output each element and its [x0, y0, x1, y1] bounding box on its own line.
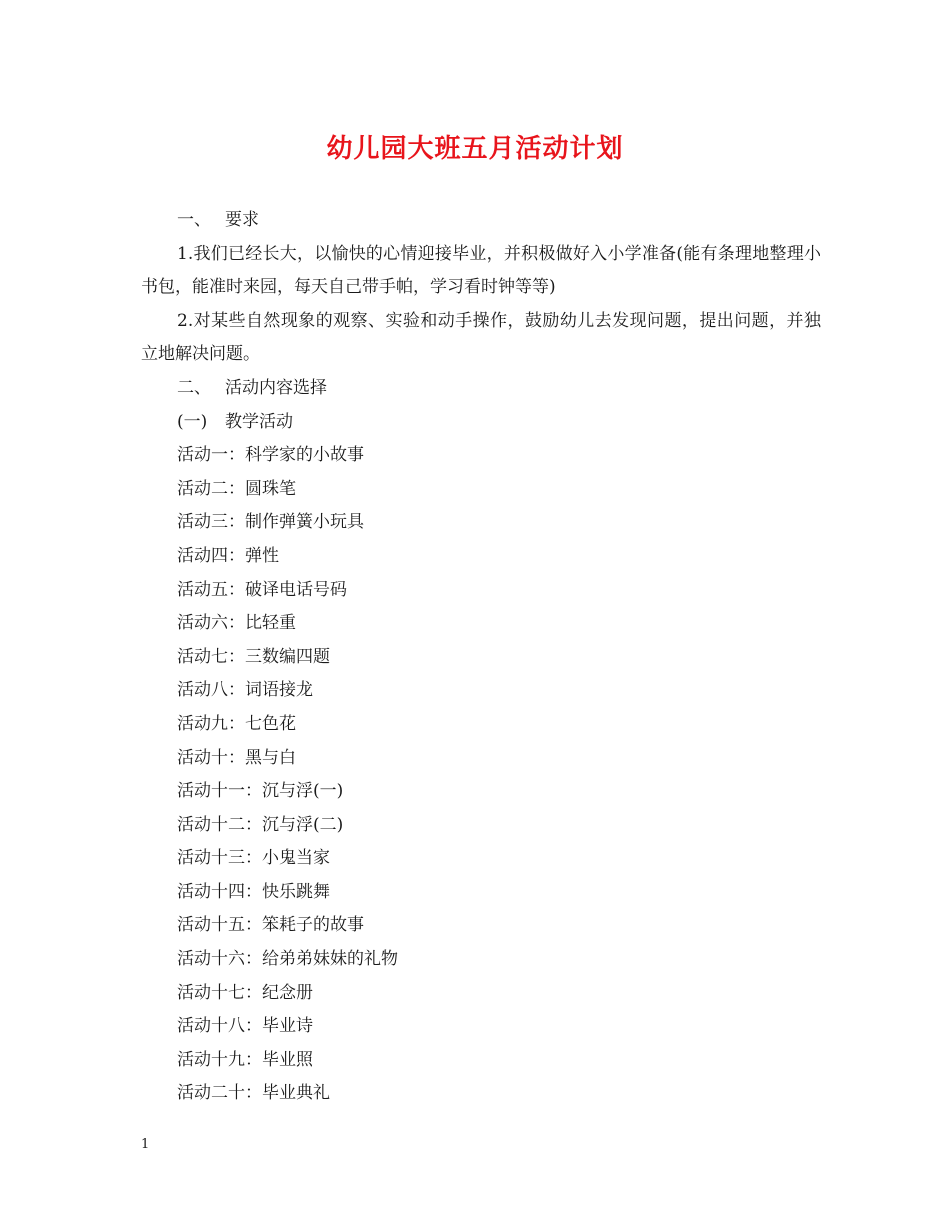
activity-item: 活动一：科学家的小故事: [177, 445, 364, 466]
section-number: 一、: [177, 210, 211, 230]
section-heading-text: 要求: [225, 210, 259, 230]
section-heading-activities: [141, 372, 821, 406]
activity-item: 活动十七：纪念册: [177, 982, 313, 1003]
activity-item: 活动十三：小鬼当家: [177, 848, 330, 869]
activity-item: 活动七：三数编四题: [177, 646, 330, 667]
activity-item: 活动六：比轻重: [177, 613, 296, 634]
activity-item: 活动十五：笨耗子的故事: [177, 915, 364, 936]
subsection-number: (一): [177, 411, 208, 432]
activity-item: 活动十一：沉与浮(一): [177, 781, 344, 802]
activity-item: 活动十九：毕业照: [177, 1049, 313, 1070]
subsection-heading-teaching: [141, 406, 821, 440]
activity-list: [141, 439, 821, 1111]
activity-item: 活动九：七色花: [177, 713, 296, 734]
section-number: 二、: [177, 377, 211, 398]
section-heading-text: 活动内容选择: [225, 377, 327, 398]
activity-item: 活动五：破译电话号码: [177, 579, 347, 600]
subsection-heading-text: 教学活动: [225, 411, 293, 432]
activity-item: 活动三：制作弹簧小玩具: [177, 512, 364, 533]
document-body: [141, 204, 821, 1111]
activity-item: 活动十：黑与白: [177, 747, 296, 768]
requirement-paragraph-1: 1.我们已经长大，以愉快的心情迎接毕业，并积极做好入小学准备(能有条理地整理小书包，能准时来园，每天自己带手帕，学习看时钟等等): [141, 243, 821, 298]
activity-item: 活动二：圆珠笔: [177, 478, 296, 499]
activity-item: 活动八：词语接龙: [177, 680, 313, 701]
activity-item: 活动四：弹性: [177, 545, 279, 566]
activity-item: 活动十四：快乐跳舞: [177, 881, 330, 902]
section-heading-requirements: [141, 204, 821, 238]
activity-item: 活动十二：沉与浮(二): [177, 814, 344, 835]
document-title: 幼儿园大班五月活动计划: [326, 134, 624, 164]
activity-item: 活动二十：毕业典礼: [177, 1083, 330, 1104]
page-number: 1: [141, 1137, 150, 1152]
requirement-paragraph-2: 2.对某些自然现象的观察、实验和动手操作，鼓励幼儿去发现问题，提出问题，并独立地解决问题。: [141, 310, 821, 365]
activity-item: 活动十六：给弟弟妹妹的礼物: [177, 949, 398, 970]
activity-item: 活动十八：毕业诗: [177, 1016, 313, 1037]
